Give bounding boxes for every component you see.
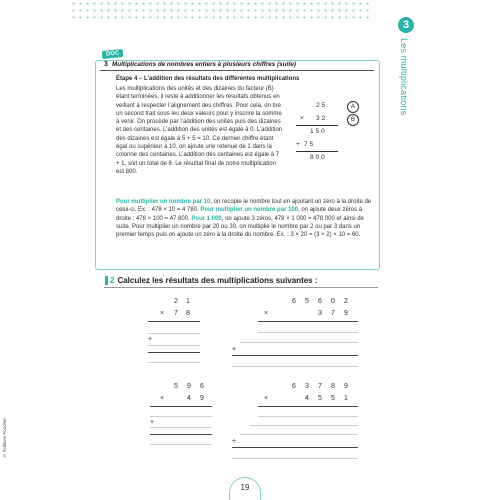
section-divider: [100, 70, 374, 71]
digit: 4: [187, 395, 191, 402]
step-body: Les multiplications des unités et des dizaines du facteur (B) étant terminées, il reste à additionner les résultats obtenus en veillant à respecter l’alignement des chiffres. Pour cela, on tire un second trait sous les deux valeurs pour y inscrire la somme à venir. On procède par l’addition des unités puis des dizaines et des centaines. L’addition des unités est égale à 0. L’addition des dizaines est égale à 5 + 5 = 10. Ce dernier chiffre étant égal ou supérieur à 10, on ajoute une retenue de 1 dans la colonne des centaines. L’addition des centaines est égale à 7 + 1, soit un total de 8. Le résultat final de notre multiplication est 800.: [116, 86, 283, 175]
plus-sign: +: [148, 336, 153, 343]
example-operator: ×: [300, 115, 304, 122]
step-title: Étape 4 – L’addition des résultats des différentes multiplications: [116, 76, 300, 82]
digit: 6: [292, 298, 296, 305]
example-plus: +: [296, 141, 300, 148]
digit: 5: [174, 383, 178, 390]
answer-rule: [148, 352, 200, 353]
example-rule-2: [296, 151, 338, 152]
tip-text-1: , on recopie le nombre tout en ajoutant un zéro à la droite de celui-ci. Ex. : 478 × 10 = 4 780.: [116, 199, 372, 214]
section-title: Multiplications de nombres entiers à plusieurs chiffres (suite): [112, 61, 296, 68]
answer-line: [232, 366, 358, 367]
exercise-number: 2: [110, 276, 115, 285]
plus-sign: +: [232, 438, 237, 445]
exercise-divider: [104, 287, 378, 288]
answer-line: [148, 362, 200, 363]
answer-line: [150, 416, 212, 417]
answer-line: [258, 416, 358, 417]
factor-b-label: B: [347, 114, 359, 126]
example-row-1: 2 5: [316, 102, 326, 109]
section-number: 3: [104, 61, 108, 68]
tip-highlight-1: Pour multiplier un nombre par 10: [116, 199, 211, 205]
answer-line: [148, 333, 200, 334]
answer-rule: [232, 355, 358, 356]
answer-line: [240, 342, 358, 343]
tip-text-2: , on ajoute deux zéros à droite : 478 × 100 = 47 800.: [116, 207, 363, 222]
digit: 2: [344, 298, 348, 305]
plus-sign: +: [232, 346, 237, 353]
answer-line: [258, 332, 358, 333]
answer-rule: [258, 406, 358, 407]
exercise-accent-bar: [105, 276, 108, 285]
answer-line: [232, 458, 358, 459]
plus-sign: +: [150, 419, 155, 426]
digit: 5: [318, 395, 322, 402]
digit: 7: [331, 310, 335, 317]
answer-line: [148, 345, 200, 346]
digit: 1: [344, 395, 348, 402]
digit: 2: [174, 298, 178, 305]
digit: 9: [344, 310, 348, 317]
answer-line: [150, 427, 212, 428]
digit: 6: [318, 298, 322, 305]
digit: 3: [305, 383, 309, 390]
exercise-instruction: Calculez les résultats des multiplications suivantes :: [117, 276, 318, 285]
answer-rule: [148, 321, 200, 322]
digit: 3: [318, 310, 322, 317]
digit: 0: [331, 298, 335, 305]
operator: ×: [160, 395, 165, 402]
factor-a-label: A: [347, 101, 359, 113]
operator: ×: [160, 310, 165, 317]
answer-line: [150, 444, 212, 445]
digit: 7: [174, 310, 178, 317]
example-row-2: 3 2: [316, 115, 326, 122]
example-rule-1: [296, 125, 338, 126]
answer-line: [240, 434, 358, 435]
tips-note: [116, 198, 372, 239]
answer-rule: [232, 447, 358, 448]
answer-rule: [150, 434, 212, 435]
digit: 7: [318, 383, 322, 390]
operator: ×: [264, 395, 269, 402]
example-result: 8 0 0: [310, 154, 325, 161]
digit: 4: [305, 395, 309, 402]
digit: 8: [186, 310, 190, 317]
digit: 6: [292, 383, 296, 390]
digit: 9: [187, 383, 191, 390]
digit: 8: [331, 383, 335, 390]
chapter-number-badge: 3: [398, 17, 414, 33]
answer-line: [250, 425, 358, 426]
page-number: 19: [229, 477, 261, 500]
decorative-dot-pattern: [70, 0, 370, 22]
digit: 9: [344, 383, 348, 390]
digit: 9: [200, 395, 204, 402]
example-row-3: 1 5 0: [310, 128, 325, 135]
tip-highlight-3: Pour 1 000: [191, 215, 222, 222]
answer-rule: [150, 406, 212, 407]
chapter-title: Les multiplications: [399, 38, 409, 116]
publisher-credit: © Éditions Foucher: [2, 418, 7, 459]
digit: 5: [305, 298, 309, 305]
digit: 5: [331, 395, 335, 402]
exercise-header: [105, 276, 318, 285]
tip-text-3: , on ajoute 3 zéros, 478 × 1 000 = 478 000 et ainsi de suite. Pour multiplier un nombre par 20 ou 30, on multiplie le nombre par 2 ou par 3 dans un premier temps puis on ajoute un zéro à la droite du nombre. Ex. : 3 × 20 = (3 × 2) × 10 = 60.: [116, 215, 364, 239]
digit: 6: [200, 383, 204, 390]
tip-highlight-2: Pour multiplier un nombre par 100: [200, 207, 299, 214]
operator: ×: [264, 310, 269, 317]
answer-rule: [258, 321, 358, 322]
doc-tag: DOC: [102, 49, 124, 59]
example-row-4: 7 5: [304, 141, 314, 148]
digit: 1: [186, 298, 190, 305]
